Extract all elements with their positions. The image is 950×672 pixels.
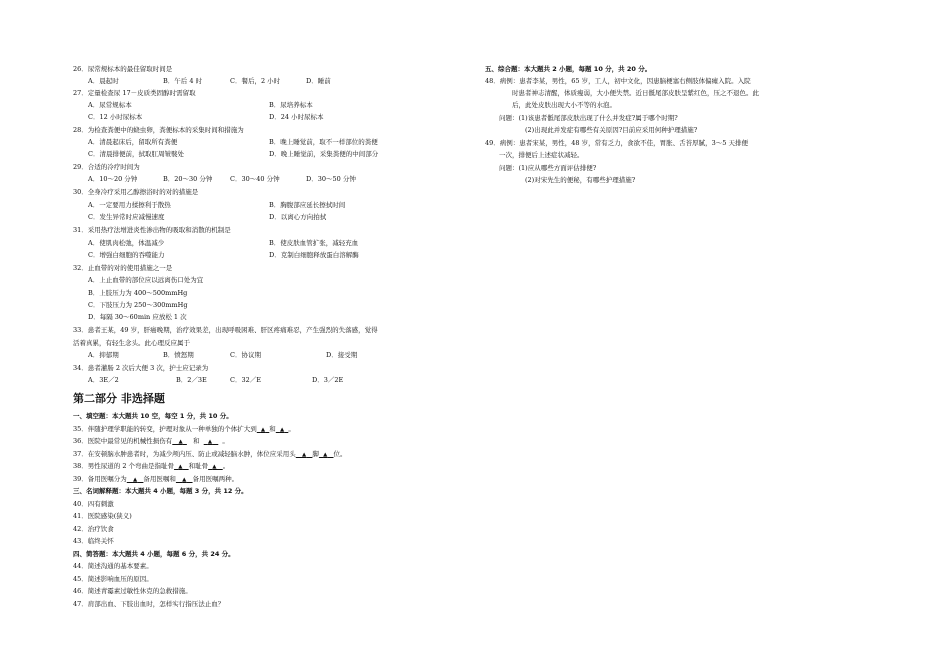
q27-option-b: B．尿培养标本 bbox=[269, 101, 313, 109]
q44: 44．简述沟通的基本要素。 bbox=[73, 562, 153, 570]
q27-stem: 27．定量检查尿 17－皮质类固醇时需留取 bbox=[73, 89, 196, 97]
q28-option-d: D．晚上睡觉前，采集粪便的中间部分 bbox=[269, 150, 379, 158]
q27-option-c: C．12 小时尿标本 bbox=[88, 113, 143, 121]
q26-option-a: A．晨起时 bbox=[88, 77, 119, 85]
q43: 43．临终关怀 bbox=[73, 537, 114, 545]
q48-line2: 时患者神志清醒，体质瘦弱，大小便失禁。近日骶尾部皮肤呈紫红色，压之不退色。此 bbox=[512, 89, 759, 97]
q27-option-d: D．24 小时尿标本 bbox=[269, 113, 324, 121]
q48-line1: 48．病例：患者李某，男性，65 岁，工人，初中文化，因患脑梗塞右侧肢体偏瘫入院。入院 bbox=[485, 77, 751, 85]
q32-stem: 32．止血带的对的使用措施之一是 bbox=[73, 264, 173, 272]
q31-option-c: C．增强白细胞的吞噬能力 bbox=[88, 251, 165, 259]
q33-option-b: B．愤怒期 bbox=[163, 351, 194, 359]
q33-option-d: D．接受期 bbox=[326, 351, 358, 359]
q39: 39．备用医嘱分为 ▲ 备用医嘱和 ▲ 备用医嘱两种。 bbox=[73, 475, 239, 483]
q30-option-b: B．胸腹部应延长擦拭时间 bbox=[269, 201, 346, 209]
q34-stem: 34．患者灌肠 2 次后大便 3 次，护士应记录为 bbox=[73, 364, 209, 372]
terms-heading: 三、名词解释题：本大题共 4 小题，每题 3 分，共 12 分。 bbox=[73, 487, 248, 495]
q29-option-d: D．30～50 分钟 bbox=[306, 175, 356, 183]
q49-question2: (2)对宋先生的便秘，有哪些护理措施? bbox=[525, 176, 636, 184]
q31-option-d: D．克制白细胞释放蛋白溶解酶 bbox=[269, 251, 359, 259]
q49-line2: 一次，排便后上述症状减轻。 bbox=[499, 151, 584, 159]
q31-option-a: A．使肌肉松弛，体温减少 bbox=[88, 239, 165, 247]
q40: 40．四有刺激 bbox=[73, 500, 114, 508]
q36: 36．医院中最常见的机械性损伤有 ▲ 和 ▲ 。 bbox=[73, 437, 229, 445]
q48-question2: (2)出现此并发症有哪些有关原因?目前应采用何种护理措施? bbox=[525, 126, 698, 134]
q42: 42．治疗饮食 bbox=[73, 525, 114, 533]
q29-stem: 29．合适的冷疗时间为 bbox=[73, 163, 140, 171]
q33-option-c: C．协议期 bbox=[230, 351, 261, 359]
short-heading: 四、简答题：本大题共 4 小题，每题 6 分，共 24 分。 bbox=[73, 550, 235, 558]
q41: 41．医院感染(狭义) bbox=[73, 512, 132, 520]
q30-option-c: C．发生异常时应减慢速度 bbox=[88, 213, 165, 221]
fill-heading: 一、填空题：本大题共 10 空，每空 1 分，共 10 分。 bbox=[73, 412, 233, 420]
q33-stem-cont: 活着真累，有轻生念头。此心理反应属于 bbox=[73, 339, 190, 347]
q34-option-a: A．3E／2 bbox=[88, 376, 119, 384]
q28-option-b: B．晚上睡觉前，取不一样部位的粪便 bbox=[269, 138, 378, 146]
q31-stem: 31．采用热疗法增进炎性渗出物的吸取和消散的机制是 bbox=[73, 226, 231, 234]
q48-question1: 问题：(1)该患者骶尾部皮肤出现了什么并发症?属于哪个时期? bbox=[499, 114, 678, 122]
q27-option-a: A．尿常规标本 bbox=[88, 101, 132, 109]
q32-option-c: C．下肢压力为 250～300mmHg bbox=[88, 301, 188, 309]
q26-option-c: C．餐后，2 小时 bbox=[230, 77, 281, 85]
q32-option-b: B．上肢压力为 400～500mmHg bbox=[88, 289, 188, 297]
q34-option-d: D．3／2E bbox=[312, 376, 344, 384]
q33-stem: 33．患者王某，49 岁，肝癌晚期，治疗效果差，出现呼吸困难、肝区疼痛难忍，产生强烈的失落感，觉得 bbox=[73, 326, 378, 334]
q26-stem: 26．尿常规标本的最佳留取时间是 bbox=[73, 65, 173, 73]
q45: 45．简述影响血压的原因。 bbox=[73, 575, 153, 583]
q26-option-b: B．午后 4 时 bbox=[163, 77, 203, 85]
q29-option-c: C．30～40 分钟 bbox=[230, 175, 280, 183]
q28-option-c: C．清晨排便前，拭取肛周皱襞处 bbox=[88, 150, 184, 158]
q46: 46．简述青霉素过敏性休克的急救措施。 bbox=[73, 587, 192, 595]
q47: 47．肩部出血、下肢出血时，怎样实行指压法止血？ bbox=[73, 600, 225, 608]
q49-question1: 问题：(1)应从哪些方面评估排便? bbox=[499, 164, 597, 172]
q34-option-b: B．2／3E bbox=[176, 376, 207, 384]
q28-stem: 28．为检查粪便中的蛲虫卵，粪便标本的采集时间和措施为 bbox=[73, 126, 244, 134]
q49-line1: 49．病例：患者宋某，男性，48 岁，常有乏力，食欲不佳，胃胀、舌苔厚腻，3～5 天排便 bbox=[485, 139, 748, 147]
q29-option-a: A．10～20 分钟 bbox=[88, 175, 138, 183]
q32-option-d: D．每隔 30～60min 应放松 1 次 bbox=[88, 313, 187, 321]
q33-option-a: A．抑郁期 bbox=[88, 351, 119, 359]
q34-option-c: C．32／E bbox=[230, 376, 261, 384]
q29-option-b: B．20～30 分钟 bbox=[163, 175, 213, 183]
q28-option-a: A．清晨起床后，留取所有粪便 bbox=[88, 138, 178, 146]
q35: 35．伴随护理学职能的转变，护理对象从一种单独的个体扩大到 ▲ 和 ▲ 。 bbox=[73, 425, 295, 433]
q30-stem: 30．全身冷疗采用乙醇擦浴时的对的措施是 bbox=[73, 188, 199, 196]
q48-line3: 后，此处皮肤出现大小不等的水泡。 bbox=[512, 101, 616, 109]
q32-option-a: A．上止血带的部位应以远离伤口处为宜 bbox=[88, 276, 204, 284]
q31-option-b: B．使皮肤血管扩张，减轻充血 bbox=[269, 239, 359, 247]
q38: 38．男性尿道的 2 个弯曲是指耻骨 ▲ 和耻骨 ▲ 。 bbox=[73, 462, 230, 470]
comprehensive-heading: 五、综合题：本大题共 2 小题，每题 10 分，共 20 分。 bbox=[485, 65, 652, 73]
q26-option-d: D．睡前 bbox=[306, 77, 331, 85]
q37: 37．在安顿脑水肿患者时，为减少颅内压、防止或减轻脑水肿，体位应采用头 ▲ 脚 ▲ 位。 bbox=[73, 450, 347, 458]
part-two-title: 第二部分 非选择题 bbox=[73, 392, 165, 405]
q30-option-a: A．一定要用力揉擦利于散热 bbox=[88, 201, 171, 209]
q30-option-d: D．以离心方向拍拭 bbox=[269, 213, 327, 221]
